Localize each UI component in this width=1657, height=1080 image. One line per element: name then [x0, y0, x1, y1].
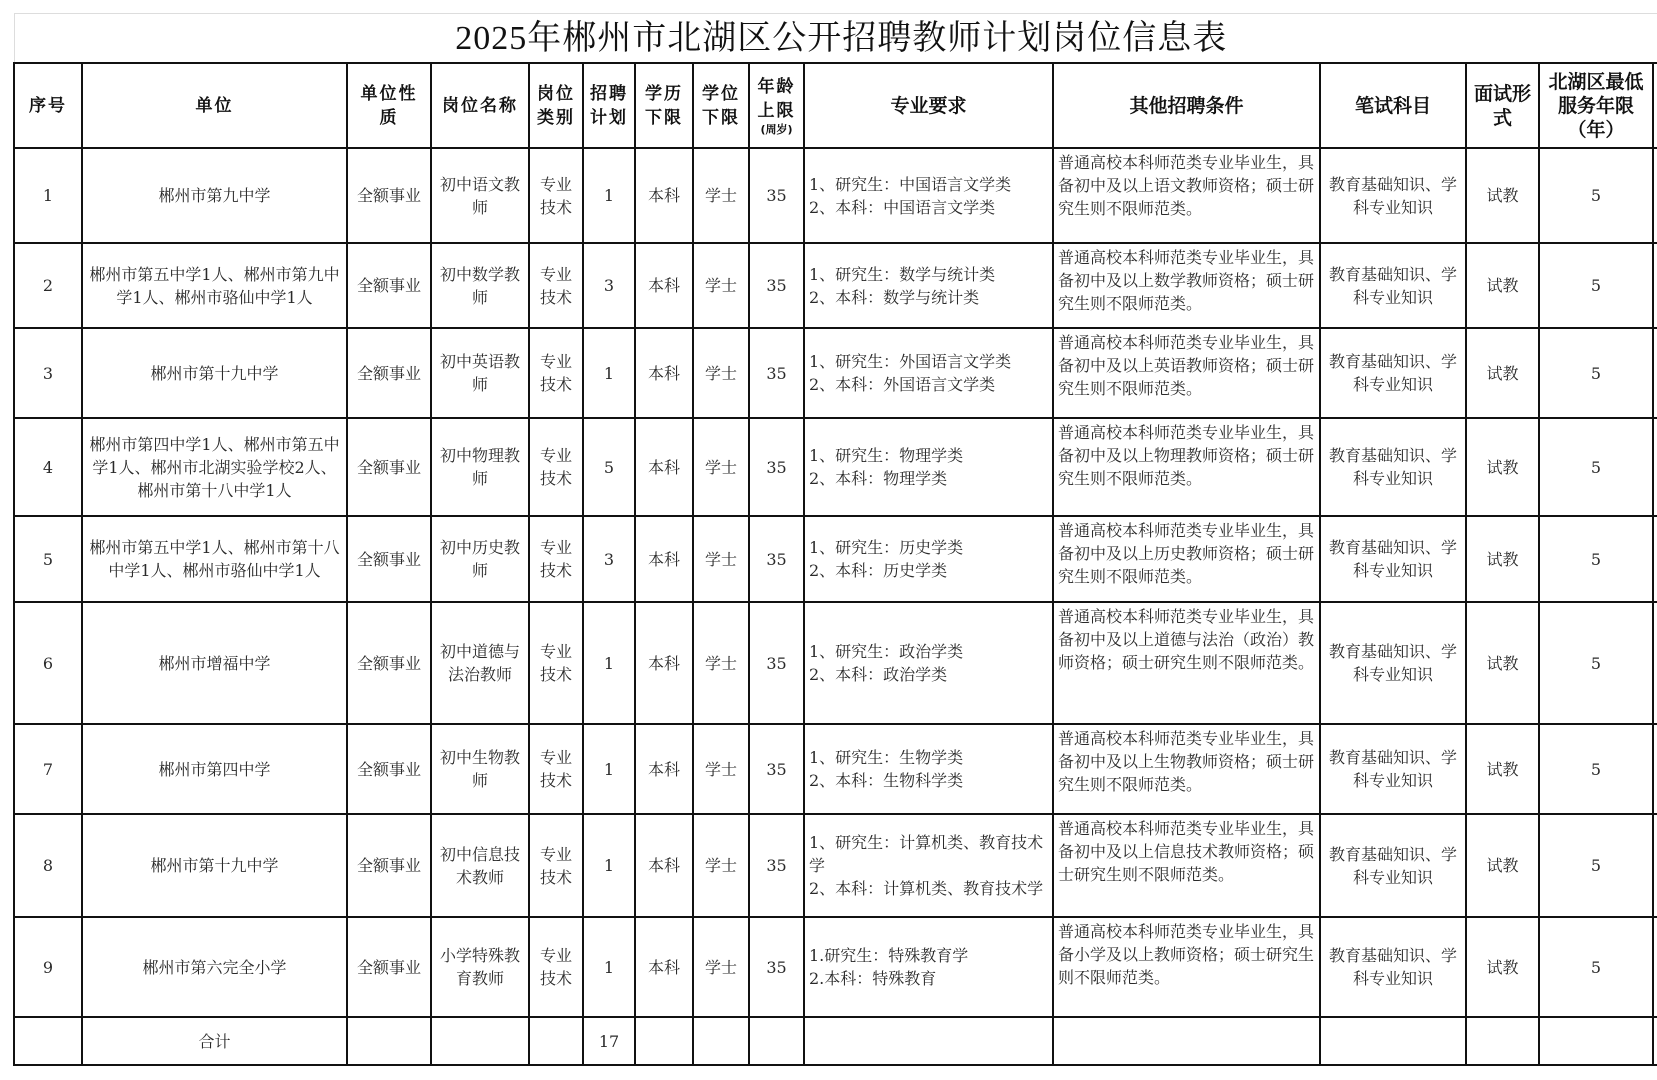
cell-plan: 1 — [583, 148, 635, 243]
empty-cell — [1653, 602, 1657, 724]
table-row — [14, 917, 1657, 1017]
cell-degree: 学士 — [693, 516, 749, 602]
cell-exam: 教育基础知识、学科专业知识 — [1320, 328, 1466, 418]
cell-index: 1 — [14, 148, 82, 243]
cell-degree: 学士 — [693, 917, 749, 1017]
header-index: 序号 — [14, 63, 82, 148]
cell-interview: 试教 — [1466, 724, 1539, 814]
header-category: 岗位类别 — [529, 63, 583, 148]
cell-interview: 试教 — [1466, 148, 1539, 243]
empty-cell — [1653, 328, 1657, 418]
cell-unit: 郴州市第十九中学 — [82, 814, 347, 917]
cell-unit: 郴州市第四中学1人、郴州市第五中学1人、郴州市北湖实验学校2人、郴州市第十八中学1人 — [82, 418, 347, 516]
empty-cell — [529, 1017, 583, 1065]
cell-age: 35 — [749, 724, 804, 814]
other-conditions-text: 普通高校本科师范类专业毕业生，具备初中及以上信息技术教师资格；硕士研究生则不限师范类。 — [1058, 819, 1315, 884]
cell-age: 35 — [749, 418, 804, 516]
header-age — [749, 63, 804, 148]
cell-age: 35 — [749, 516, 804, 602]
page-title: 2025年郴州市北湖区公开招聘教师计划岗位信息表 — [14, 14, 1657, 64]
empty-cell — [749, 1017, 804, 1065]
recruitment-table — [13, 13, 1657, 1066]
empty-cell — [1653, 148, 1657, 243]
total-index — [14, 1017, 82, 1065]
cell-other — [1053, 724, 1320, 814]
cell-category: 专业技术 — [529, 516, 583, 602]
other-conditions-text: 普通高校本科师范类专业毕业生，具备初中及以上语文教师资格；硕士研究生则不限师范类。 — [1058, 153, 1315, 218]
cell-unit-type: 全额事业 — [347, 418, 431, 516]
cell-plan: 1 — [583, 814, 635, 917]
other-conditions-text: 普通高校本科师范类专业毕业生，具备初中及以上数学教师资格；硕士研究生则不限师范类。 — [1058, 248, 1315, 313]
table-row — [14, 516, 1657, 602]
table-row — [14, 328, 1657, 418]
empty-cell — [1653, 418, 1657, 516]
cell-education: 本科 — [635, 724, 693, 814]
total-label: 合计 — [82, 1017, 347, 1065]
header-major: 专业要求 — [804, 63, 1053, 148]
cell-other — [1053, 148, 1320, 243]
cell-unit-type: 全额事业 — [347, 917, 431, 1017]
cell-index: 2 — [14, 243, 82, 328]
cell-category: 专业技术 — [529, 814, 583, 917]
cell-age: 35 — [749, 917, 804, 1017]
cell-unit: 郴州市第五中学1人、郴州市第九中学1人、郴州市骆仙中学1人 — [82, 243, 347, 328]
cell-age: 35 — [749, 148, 804, 243]
cell-age: 35 — [749, 243, 804, 328]
empty-cell — [1466, 1017, 1539, 1065]
header-plan: 招聘计划 — [583, 63, 635, 148]
cell-other — [1053, 243, 1320, 328]
header-degree: 学位下限 — [693, 63, 749, 148]
cell-unit: 郴州市第九中学 — [82, 148, 347, 243]
cell-index: 6 — [14, 602, 82, 724]
cell-plan: 3 — [583, 516, 635, 602]
cell-education: 本科 — [635, 418, 693, 516]
cell-index: 5 — [14, 516, 82, 602]
cell-interview: 试教 — [1466, 516, 1539, 602]
cell-degree: 学士 — [693, 602, 749, 724]
other-conditions-text: 普通高校本科师范类专业毕业生，具备初中及以上道德与法治（政治）教师资格；硕士研究生则不限师范类。 — [1058, 607, 1315, 672]
cell-degree: 学士 — [693, 418, 749, 516]
cell-unit-type: 全额事业 — [347, 516, 431, 602]
cell-unit: 郴州市第十九中学 — [82, 328, 347, 418]
header-unit: 单位 — [82, 63, 347, 148]
cell-degree: 学士 — [693, 148, 749, 243]
cell-category: 专业技术 — [529, 418, 583, 516]
cell-education: 本科 — [635, 328, 693, 418]
cell-position: 初中物理教师 — [431, 418, 529, 516]
table-row — [14, 602, 1657, 724]
cell-other — [1053, 917, 1320, 1017]
cell-exam: 教育基础知识、学科专业知识 — [1320, 917, 1466, 1017]
cell-exam: 教育基础知识、学科专业知识 — [1320, 418, 1466, 516]
cell-unit-type: 全额事业 — [347, 243, 431, 328]
cell-unit-type: 全额事业 — [347, 814, 431, 917]
cell-plan: 1 — [583, 328, 635, 418]
cell-major: 1.研究生：特殊教育学 2.本科：特殊教育 — [804, 917, 1053, 1017]
other-conditions-text: 普通高校本科师范类专业毕业生，具备初中及以上历史教师资格；硕士研究生则不限师范类。 — [1058, 521, 1315, 586]
cell-degree: 学士 — [693, 724, 749, 814]
empty-cell — [1653, 724, 1657, 814]
cell-major: 1、研究生：政治学类 2、本科：政治学类 — [804, 602, 1053, 724]
cell-major: 1、研究生：历史学类 2、本科：历史学类 — [804, 516, 1053, 602]
cell-unit-type: 全额事业 — [347, 148, 431, 243]
cell-other — [1053, 814, 1320, 917]
cell-major: 1、研究生：物理学类 2、本科：物理学类 — [804, 418, 1053, 516]
cell-exam: 教育基础知识、学科专业知识 — [1320, 516, 1466, 602]
cell-education: 本科 — [635, 516, 693, 602]
cell-index: 4 — [14, 418, 82, 516]
cell-plan: 1 — [583, 724, 635, 814]
header-age-note: (周岁) — [760, 122, 793, 136]
cell-exam: 教育基础知识、学科专业知识 — [1320, 724, 1466, 814]
cell-other — [1053, 516, 1320, 602]
cell-unit-type: 全额事业 — [347, 328, 431, 418]
cell-degree: 学士 — [693, 814, 749, 917]
empty-cell — [635, 1017, 693, 1065]
cell-major: 1、研究生：外国语言文学类 2、本科：外国语言文学类 — [804, 328, 1053, 418]
cell-position: 初中数学教师 — [431, 243, 529, 328]
cell-interview: 试教 — [1466, 418, 1539, 516]
cell-service: 5 — [1539, 148, 1653, 243]
cell-category: 专业技术 — [529, 724, 583, 814]
header-position: 岗位名称 — [431, 63, 529, 148]
cell-position: 初中语文教师 — [431, 148, 529, 243]
cell-index: 8 — [14, 814, 82, 917]
cell-exam: 教育基础知识、学科专业知识 — [1320, 243, 1466, 328]
table-row — [14, 814, 1657, 917]
cell-education: 本科 — [635, 602, 693, 724]
cell-category: 专业技术 — [529, 917, 583, 1017]
cell-service: 5 — [1539, 814, 1653, 917]
cell-unit: 郴州市增福中学 — [82, 602, 347, 724]
cell-interview: 试教 — [1466, 602, 1539, 724]
cell-age: 35 — [749, 328, 804, 418]
cell-plan: 1 — [583, 602, 635, 724]
cell-service: 5 — [1539, 243, 1653, 328]
cell-unit: 郴州市第四中学 — [82, 724, 347, 814]
header-age-label: 年龄上限 — [757, 76, 796, 121]
cell-position: 小学特殊教育教师 — [431, 917, 529, 1017]
table-row — [14, 724, 1657, 814]
cell-education: 本科 — [635, 814, 693, 917]
table-row — [14, 243, 1657, 328]
cell-education: 本科 — [635, 243, 693, 328]
cell-position: 初中道德与法治教师 — [431, 602, 529, 724]
header-service: 北湖区最低服务年限（年） — [1539, 63, 1653, 148]
cell-service: 5 — [1539, 516, 1653, 602]
cell-index: 9 — [14, 917, 82, 1017]
cell-unit: 郴州市第六完全小学 — [82, 917, 347, 1017]
empty-cell — [1653, 814, 1657, 917]
empty-cell — [1653, 917, 1657, 1017]
cell-category: 专业技术 — [529, 243, 583, 328]
empty-cell — [1653, 516, 1657, 602]
other-conditions-text: 普通高校本科师范类专业毕业生，具备初中及以上物理教师资格；硕士研究生则不限师范类。 — [1058, 423, 1315, 488]
empty-cell — [1539, 1017, 1653, 1065]
cell-education: 本科 — [635, 148, 693, 243]
empty-cell — [804, 1017, 1053, 1065]
cell-service: 5 — [1539, 328, 1653, 418]
cell-service: 5 — [1539, 418, 1653, 516]
header-exam: 笔试科目 — [1320, 63, 1466, 148]
total-row — [14, 1017, 1657, 1065]
cell-interview: 试教 — [1466, 328, 1539, 418]
total-plan: 17 — [583, 1017, 635, 1065]
cell-position: 初中信息技术教师 — [431, 814, 529, 917]
empty-cell — [1053, 1017, 1320, 1065]
header-education: 学历下限 — [635, 63, 693, 148]
cell-plan: 1 — [583, 917, 635, 1017]
other-conditions-text: 普通高校本科师范类专业毕业生，具备初中及以上英语教师资格；硕士研究生则不限师范类。 — [1058, 333, 1315, 398]
cell-age: 35 — [749, 814, 804, 917]
cell-other — [1053, 418, 1320, 516]
cell-interview: 试教 — [1466, 814, 1539, 917]
cell-index: 3 — [14, 328, 82, 418]
cell-degree: 学士 — [693, 243, 749, 328]
cell-index: 7 — [14, 724, 82, 814]
header-unit-type: 单位性质 — [347, 63, 431, 148]
cell-major: 1、研究生：中国语言文学类 2、本科：中国语言文学类 — [804, 148, 1053, 243]
cell-position: 初中英语教师 — [431, 328, 529, 418]
cell-service: 5 — [1539, 724, 1653, 814]
empty-cell — [1653, 243, 1657, 328]
cell-major: 1、研究生：计算机类、教育技术学 2、本科：计算机类、教育技术学 — [804, 814, 1053, 917]
cell-exam: 教育基础知识、学科专业知识 — [1320, 602, 1466, 724]
empty-cell — [1653, 1017, 1657, 1065]
cell-unit-type: 全额事业 — [347, 602, 431, 724]
cell-exam: 教育基础知识、学科专业知识 — [1320, 814, 1466, 917]
header-row — [14, 63, 1657, 148]
empty-cell — [431, 1017, 529, 1065]
cell-major: 1、研究生：生物学类 2、本科：生物科学类 — [804, 724, 1053, 814]
empty-cell — [347, 1017, 431, 1065]
cell-other — [1053, 602, 1320, 724]
table-row — [14, 148, 1657, 243]
cell-service: 5 — [1539, 602, 1653, 724]
cell-category: 专业技术 — [529, 148, 583, 243]
cell-degree: 学士 — [693, 328, 749, 418]
empty-cell — [693, 1017, 749, 1065]
header-interview: 面试形式 — [1466, 63, 1539, 148]
cell-category: 专业技术 — [529, 328, 583, 418]
cell-major: 1、研究生：数学与统计类 2、本科：数学与统计类 — [804, 243, 1053, 328]
cell-interview: 试教 — [1466, 917, 1539, 1017]
cell-position: 初中历史教师 — [431, 516, 529, 602]
other-conditions-text: 普通高校本科师范类专业毕业生，具备小学及以上教师资格；硕士研究生则不限师范类。 — [1058, 922, 1315, 987]
header-other: 其他招聘条件 — [1053, 63, 1320, 148]
cell-position: 初中生物教师 — [431, 724, 529, 814]
cell-unit-type: 全额事业 — [347, 724, 431, 814]
cell-other — [1053, 328, 1320, 418]
cell-unit: 郴州市第五中学1人、郴州市第十八中学1人、郴州市骆仙中学1人 — [82, 516, 347, 602]
cell-education: 本科 — [635, 917, 693, 1017]
cell-category: 专业技术 — [529, 602, 583, 724]
cell-plan: 5 — [583, 418, 635, 516]
header-extra — [1653, 63, 1657, 148]
empty-cell — [1320, 1017, 1466, 1065]
cell-service: 5 — [1539, 917, 1653, 1017]
cell-interview: 试教 — [1466, 243, 1539, 328]
cell-age: 35 — [749, 602, 804, 724]
table-row — [14, 418, 1657, 516]
cell-plan: 3 — [583, 243, 635, 328]
other-conditions-text: 普通高校本科师范类专业毕业生，具备初中及以上生物教师资格；硕士研究生则不限师范类。 — [1058, 729, 1315, 794]
cell-exam: 教育基础知识、学科专业知识 — [1320, 148, 1466, 243]
